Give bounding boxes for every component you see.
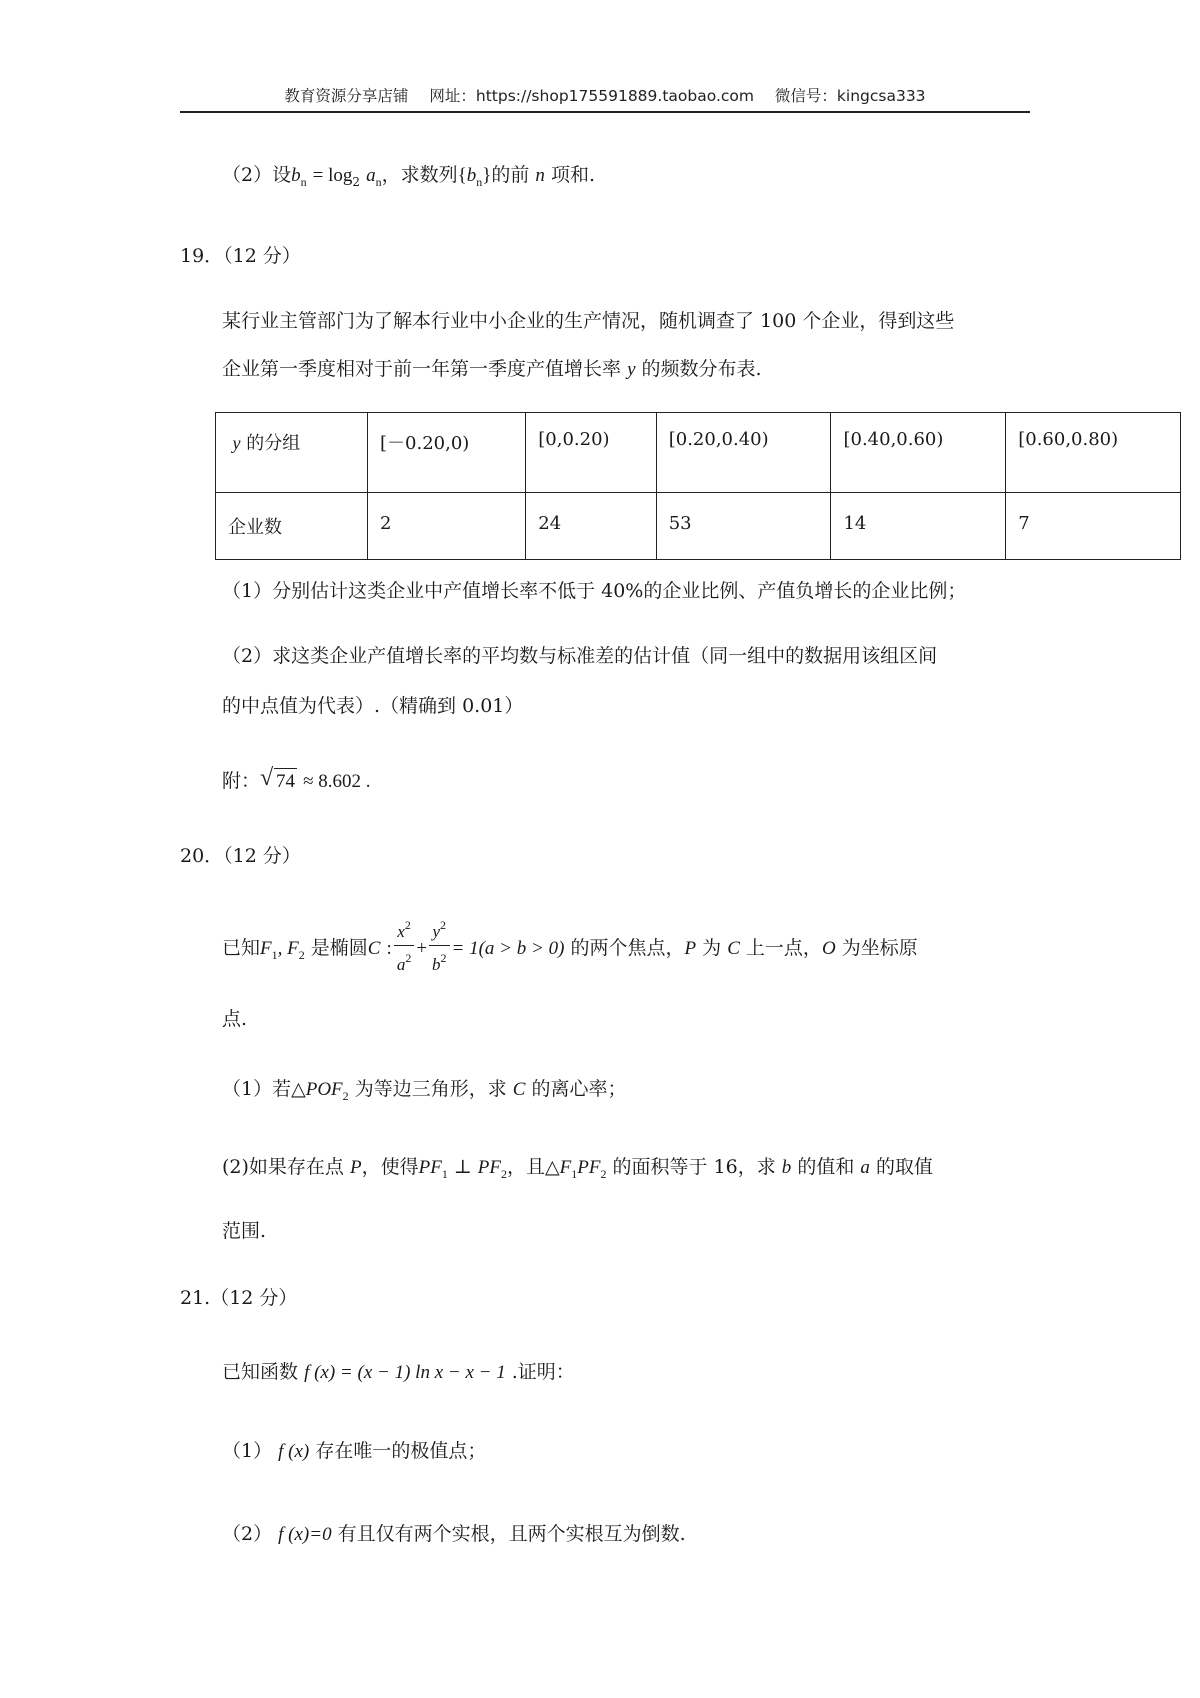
- table-cell: [－0.20,0): [368, 413, 526, 493]
- table-cell: [0,0.20): [526, 413, 656, 493]
- table-cell: 7: [1006, 493, 1181, 560]
- table-cell: 2: [368, 493, 526, 560]
- table-cell: [0.60,0.80): [1006, 413, 1181, 493]
- q20-part1: （1）若$\triangle POF_2$ 为等边三角形，求 C 的离心率；: [222, 1078, 627, 1103]
- header-rule: [180, 111, 1030, 113]
- q21-part2: （2） f (x)=0 有且仅有两个实根，且两个实根互为倒数.: [222, 1523, 686, 1545]
- table-cell: [0.40,0.60): [831, 413, 1006, 493]
- header-shop: 教育资源分享店铺: [284, 87, 409, 105]
- table-header-cell: y 的分组: [216, 413, 368, 493]
- table-row-groups: [216, 413, 1181, 493]
- q20-stem-line2: 点.: [222, 1008, 248, 1030]
- q19-stem-line2: 企业第一季度相对于前一年第一季度产值增长率 y 的频数分布表.: [222, 358, 762, 380]
- fraction-x2-a2: $\frac{x^2}{a^2}$: [394, 918, 415, 976]
- header-url[interactable]: 网址：https://shop175591889.taobao.com: [429, 87, 754, 105]
- q20-part2-line2: 范围.: [222, 1220, 267, 1242]
- sqrt-symbol: √ 74: [260, 765, 296, 792]
- q19-heading: 19．（12 分）: [180, 245, 301, 267]
- q19-part1: （1）分别估计这类企业中产值增长率不低于 40%的企业比例、产值负增长的企业比例；: [222, 580, 967, 602]
- table-row-counts: [216, 493, 1181, 560]
- q18-part2: （2）设$b_n = \log_2 a_n$，求数列$\{b_n\}$的前 n 项和.: [222, 164, 595, 189]
- q21-heading: 21.（12 分）: [180, 1287, 298, 1309]
- table-cell: 14: [831, 493, 1006, 560]
- page-header: [180, 84, 1030, 106]
- q21-stem: 已知函数 f (x) = (x − 1) ln x − x − 1 .证明：: [222, 1361, 575, 1383]
- q19-part2-line2: 的中点值为代表）.（精确到 0.01）: [222, 695, 524, 717]
- q19-stem-line1: 某行业主管部门为了解本行业中小企业的生产情况，随机调查了 100 个企业，得到这些: [222, 310, 955, 332]
- table-header-cell: 企业数: [216, 493, 368, 560]
- q20-stem-line1: 已知$F_1$, $F_2$ 是椭圆C : $\frac{x^2}{a^2}$ + $\frac{y^2}{b^2}$ = 1(a > b > 0) 的两个焦点，P 为 C 上一点，O 为坐标原: [222, 918, 918, 975]
- q20-part2-line1: (2)如果存在点 P，使得$PF_1$ ⊥ $PF_2$，且$\triangle F_1PF_2$ 的面积等于 16，求 b 的值和 a 的取值: [222, 1156, 933, 1181]
- header-wechat: 微信号：kingcsa333: [774, 87, 926, 105]
- q20-heading: 20．（12 分）: [180, 845, 301, 867]
- fraction-y2-b2: $\frac{y^2}{b^2}$: [429, 918, 450, 976]
- table-cell: 24: [526, 493, 656, 560]
- q19-part2-line1: （2）求这类企业产值增长率的平均数与标准差的估计值（同一组中的数据用该组区间: [222, 645, 938, 667]
- q19-note: 附： √ 74 ≈ 8.602 .: [222, 765, 371, 792]
- table-cell: [0.20,0.40): [656, 413, 831, 493]
- frequency-table: [215, 412, 1181, 560]
- q21-part1: （1） f (x) 存在唯一的极值点；: [222, 1440, 487, 1462]
- table-cell: 53: [656, 493, 831, 560]
